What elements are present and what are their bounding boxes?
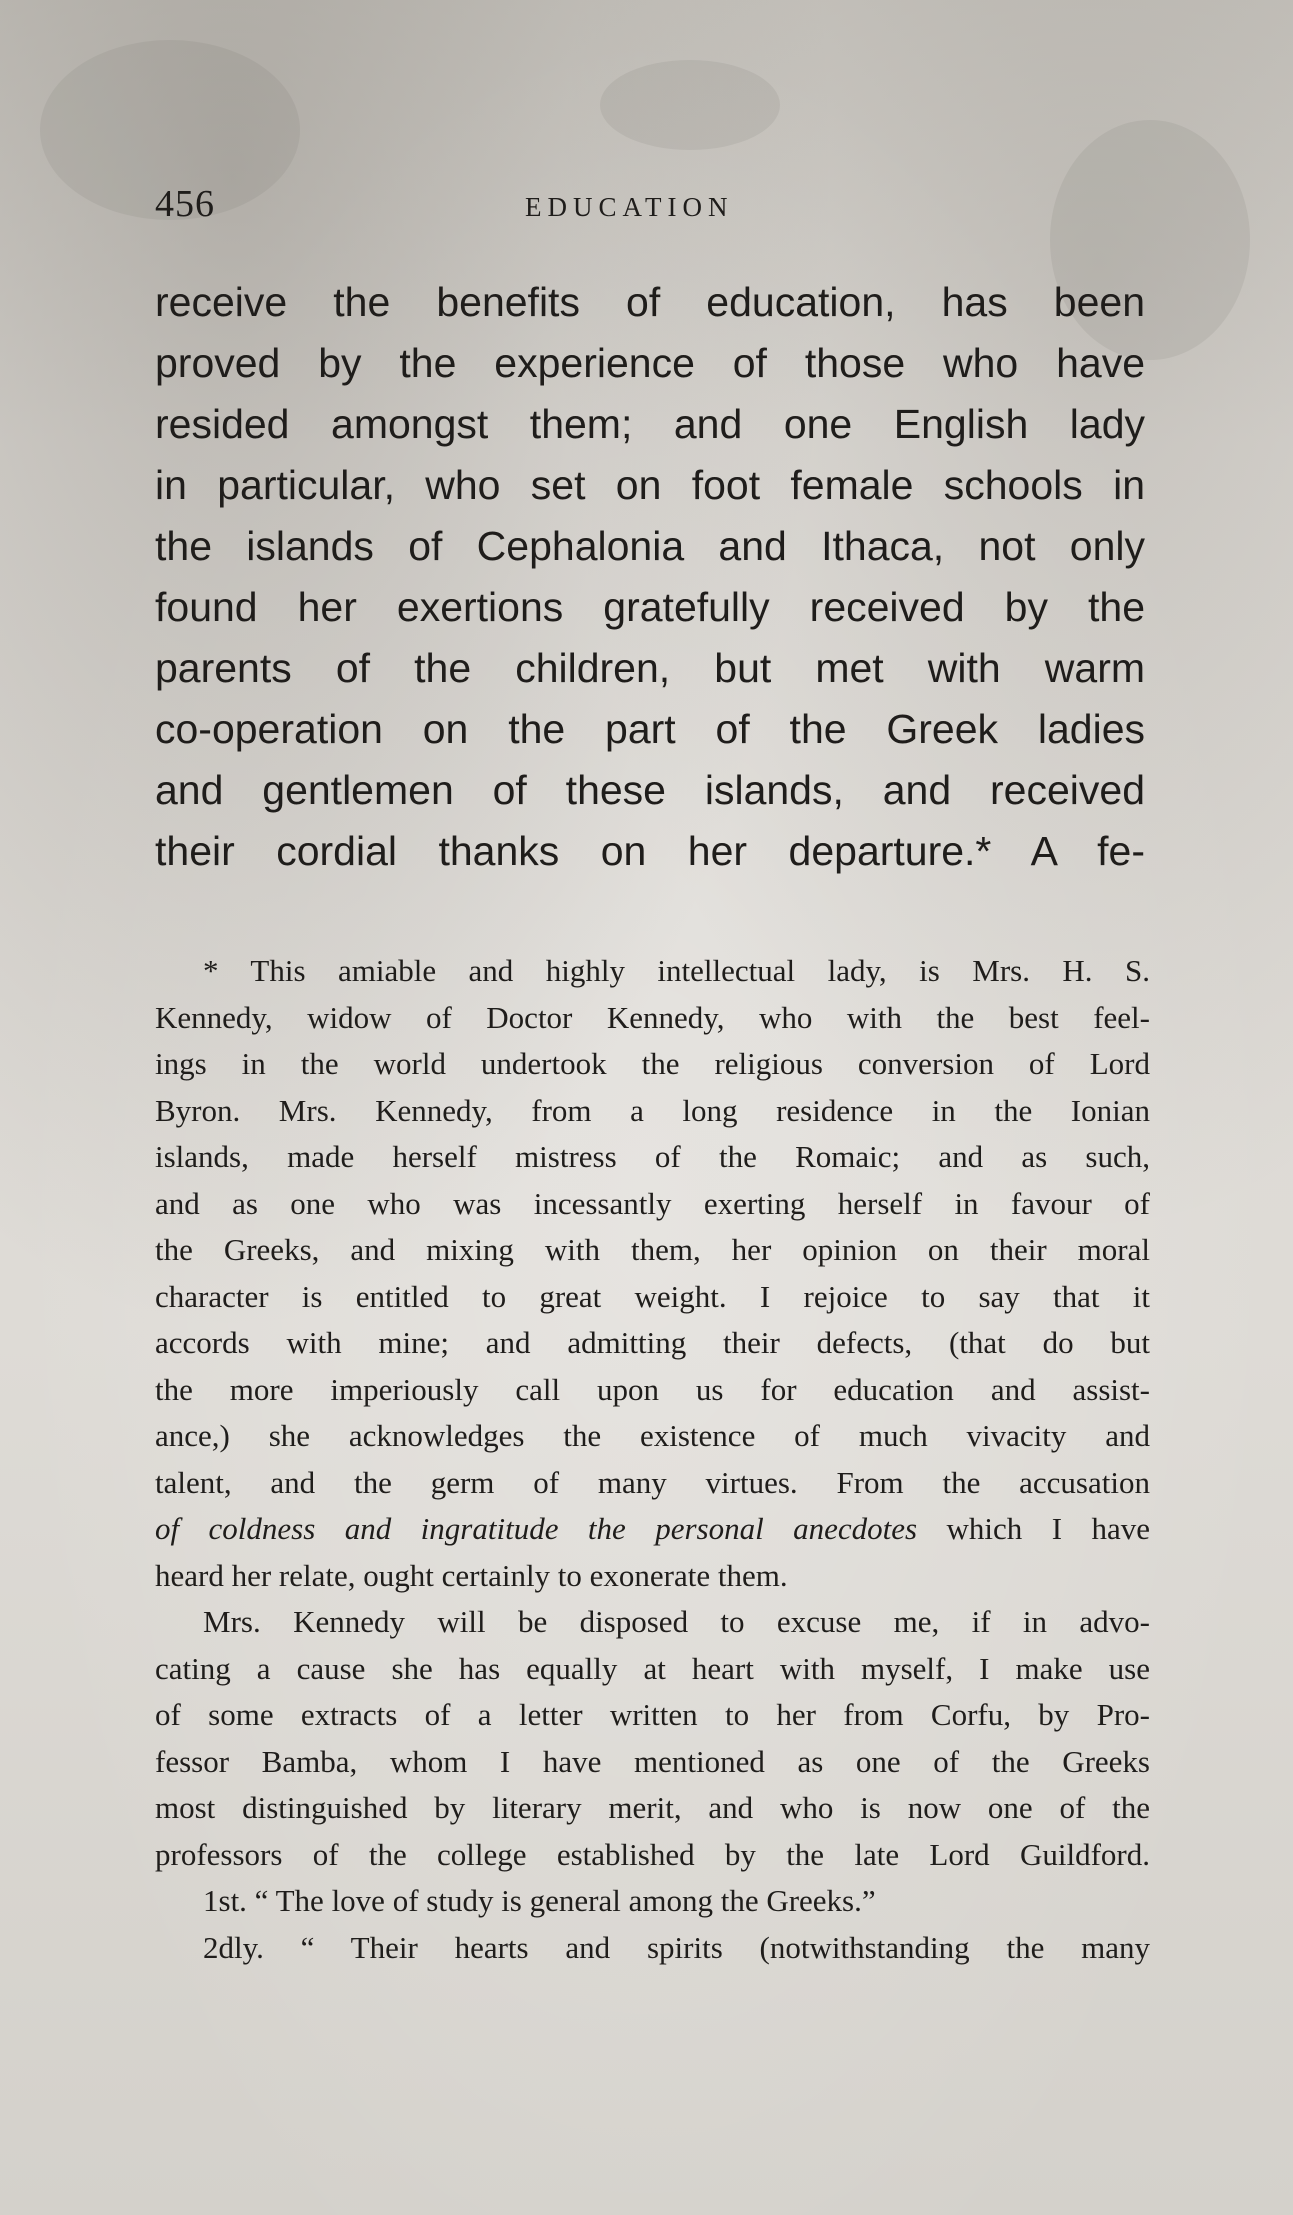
- running-title: EDUCATION: [525, 192, 734, 222]
- text-line: co-operation on the part of the Greek ladies: [155, 706, 1145, 752]
- footnote-line: accords with mine; and admitting their defects, (that do but: [155, 1325, 1150, 1360]
- text-line: proved by the experience of those who have: [155, 340, 1145, 386]
- footnote-line: ance,) she acknowledges the existence of much vivacity and: [155, 1418, 1150, 1453]
- page-number: 456: [155, 183, 215, 225]
- footnote-line: Byron. Mrs. Kennedy, from a long residence in the Ionian: [155, 1092, 1150, 1128]
- footnote-line: talent, and the germ of many virtues. From the accusation: [155, 1464, 1150, 1500]
- footnote-line: fessor Bamba, whom I have mentioned as one of the Greeks: [155, 1743, 1150, 1779]
- text-line: parents of the children, but met with warm: [155, 645, 1145, 691]
- footnote-line: the more imperiously call upon us for education and assist-: [155, 1371, 1150, 1407]
- footnote-line: heard her relate, ought certainly to exonerate them.: [155, 1557, 788, 1593]
- text-line: found her exertions gratefully received by the: [155, 584, 1145, 630]
- footnote-line: most distinguished by literary merit, and who is now one of the: [155, 1790, 1150, 1825]
- footnote-line: cating a cause she has equally at heart with myself, I make use: [155, 1650, 1150, 1686]
- text-line: resided amongst them; and one English lady: [155, 401, 1145, 447]
- paper-stain: [600, 60, 780, 150]
- footnote-line: and as one who was incessantly exerting herself in favour of: [155, 1185, 1150, 1221]
- footnote-line: * This amiable and highly intellectual lady, is Mrs. H. S.: [203, 953, 1150, 988]
- text-line: and gentlemen of these islands, and received: [155, 767, 1145, 813]
- footnote-line: character is entitled to great weight. I rejoice to say that it: [155, 1278, 1150, 1314]
- main-paragraph: [155, 272, 1145, 882]
- footnote-line: Mrs. Kennedy will be disposed to excuse me, if in advo-: [203, 1604, 1150, 1639]
- footnote-line: Kennedy, widow of Doctor Kennedy, who with the best feel-: [155, 999, 1150, 1035]
- footnote-line: professors of the college established by the late Lord Guildford.: [155, 1836, 1150, 1872]
- footnote-line: ings in the world undertook the religious conversion of Lord: [155, 1046, 1150, 1081]
- footnote-line: the Greeks, and mixing with them, her opinion on their moral: [155, 1232, 1150, 1267]
- text-line: the islands of Cephalonia and Ithaca, not only: [155, 523, 1145, 569]
- footnote-line: 2dly. “ Their hearts and spirits (notwithstanding the many: [203, 1929, 1150, 1965]
- footnote-line: islands, made herself mistress of the Romaic; and as such,: [155, 1139, 1150, 1174]
- text-line: their cordial thanks on her departure.* A fe-: [155, 828, 1145, 874]
- roman-phrase: which I have: [917, 1511, 1150, 1546]
- italic-phrase: of coldness and ingratitude the personal anecdotes: [155, 1511, 918, 1546]
- footnote: [155, 948, 1150, 1971]
- running-head: [155, 182, 1155, 232]
- text-line: receive the benefits of education, has been: [155, 279, 1145, 325]
- footnote-line: of some extracts of a letter written to her from Corfu, by Pro-: [155, 1697, 1150, 1732]
- text-line: in particular, who set on foot female schools in: [155, 462, 1145, 508]
- footnote-line: 1st. “ The love of study is general among the Greeks.”: [203, 1883, 876, 1918]
- footnote-line-italic: [155, 1506, 1150, 1553]
